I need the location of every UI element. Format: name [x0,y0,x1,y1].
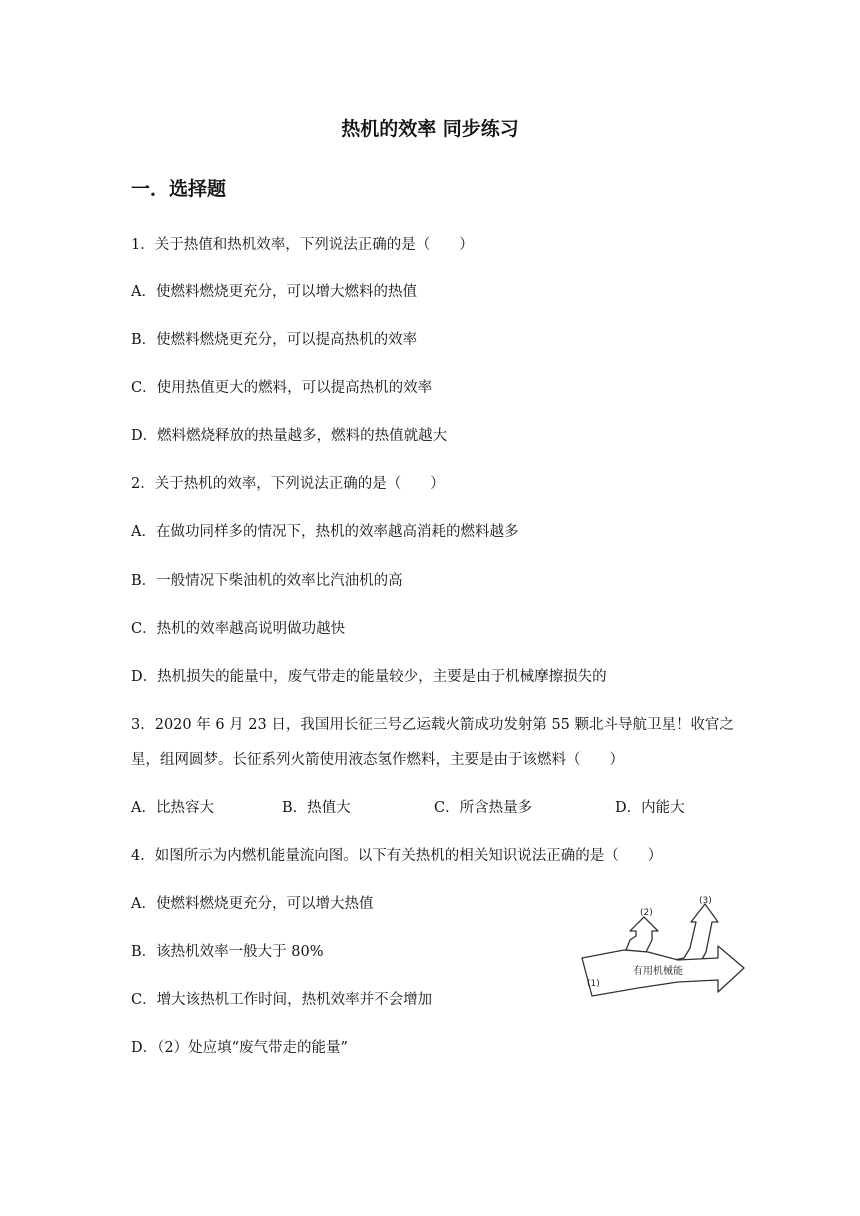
question-1-option-a: A．使燃料燃烧更充分，可以增大燃料的热值 [131,284,417,300]
question-1-option-c: C．使用热值更大的燃料，可以提高热机的效率 [131,380,433,396]
question-3-option-d: D．内能大 [615,800,685,816]
question-3-option-b: B．热值大 [282,800,351,816]
question-1-option-d: D．燃料燃烧释放的热量越多，燃料的热值就越大 [131,428,448,444]
question-3-option-a: A．比热容大 [131,800,214,816]
question-4-option-d: D．（2）处应填“废气带走的能量” [131,1040,348,1056]
question-1-option-b: B．使燃料燃烧更充分，可以提高热机的效率 [131,332,418,348]
energy-flow-diagram [578,888,750,1008]
question-2-stem: 2．关于热机的效率，下列说法正确的是（ ） [131,476,445,492]
branch-2-arrow [626,917,658,952]
question-2-option-a: A．在做功同样多的情况下，热机的效率越高消耗的燃料越多 [131,524,519,540]
question-4-option-b: B．该热机效率一般大于 80% [131,944,324,960]
useful-mechanical-energy-label: 有用机械能 [633,966,683,977]
label-3: (3) [699,896,712,906]
question-3-option-c: C．所含热量多 [434,800,533,816]
section-heading: 一．选择题 [131,178,227,200]
question-2-option-c: C．热机的效率越高说明做功越快 [131,621,346,637]
question-2-option-d: D．热机损失的能量中，废气带走的能量较少，主要是由于机械摩擦损失的 [131,669,607,685]
question-3-stem-line-2: 星，组网圆梦。长征系列火箭使用液态氢作燃料，主要是由于该燃料（ ） [131,752,624,768]
page-title: 热机的效率 同步练习 [341,118,519,140]
question-4-option-a: A．使燃料燃烧更充分，可以增大热值 [131,896,374,912]
label-1: (1) [587,979,600,989]
question-4-option-c: C．增大该热机工作时间，热机效率并不会增加 [131,992,433,1008]
label-2: (2) [640,908,653,918]
question-4-stem: 4．如图所示为内燃机能量流向图。以下有关热机的相关知识说法正确的是（ ） [131,848,663,864]
question-1-stem: 1．关于热值和热机效率，下列说法正确的是（ ） [131,237,474,253]
question-2-option-b: B．一般情况下柴油机的效率比汽油机的高 [131,573,403,589]
question-3-stem-line-1: 3．2020 年 6 月 23 日，我国用长征三号乙运载火箭成功发射第 55 颗北斗导航卫星！收官之 [131,717,735,733]
